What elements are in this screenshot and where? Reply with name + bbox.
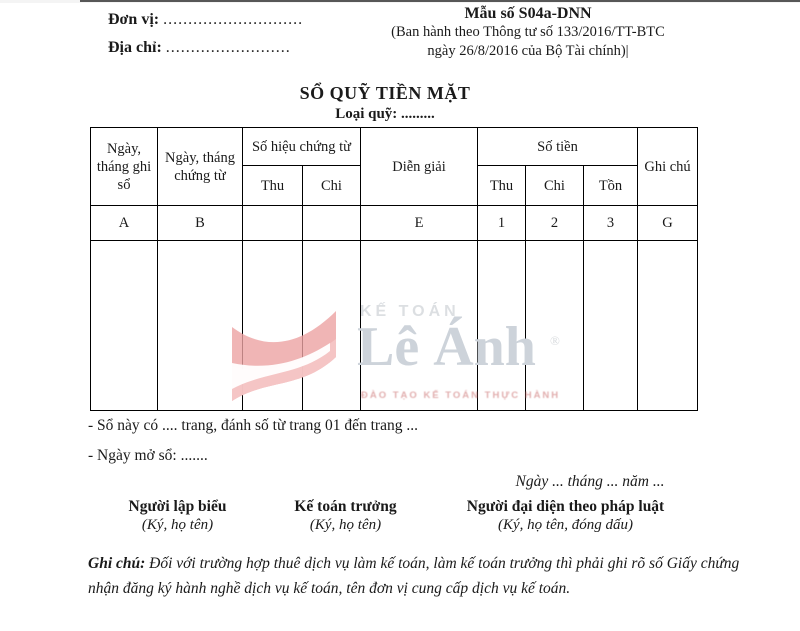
- col-header-note: Ghi chú: [638, 128, 698, 206]
- top-edge-line: [80, 0, 800, 2]
- footnote: [88, 551, 750, 601]
- open-date-line: - Ngày mở sổ: .......: [88, 447, 208, 464]
- signature-block-preparer: [95, 498, 260, 534]
- signature-subtitle: (Ký, họ tên, đóng dấu): [498, 517, 633, 533]
- letter-cell: E: [361, 206, 478, 241]
- signature-title: Kế toán trưởng: [294, 498, 397, 515]
- body-cell[interactable]: [303, 241, 361, 411]
- body-cell[interactable]: [243, 241, 303, 411]
- form-code: Mẫu số S04a-DNN: [464, 5, 592, 22]
- cash-book-table: [90, 127, 698, 411]
- letter-cell: 3: [584, 206, 638, 241]
- form-reference-block: [348, 5, 708, 61]
- letter-cell: [303, 206, 361, 241]
- body-cell[interactable]: [361, 241, 478, 411]
- col-header-amount-ton: Tồn: [584, 166, 638, 206]
- watermark-tagline: ĐÀO TẠO KẾ TOÁN THỰC HÀNH: [361, 390, 561, 401]
- unit-line: [108, 6, 303, 34]
- address-line: [108, 34, 303, 62]
- col-header-amount-chi: Chi: [526, 166, 584, 206]
- footnote-label: Ghi chú:: [88, 555, 146, 572]
- signature-block-chief-accountant: [263, 498, 428, 534]
- col-header-amount-group: Số tiền: [478, 128, 638, 166]
- document-title: SỔ QUỸ TIỀN MẶT: [299, 83, 471, 103]
- signature-date-line: Ngày ... tháng ... năm ...: [515, 473, 665, 490]
- col-header-voucher-group: Số hiệu chứng từ: [243, 128, 361, 166]
- form-issued-line1: (Ban hành theo Thông tư số 133/2016/TT-BTC: [391, 24, 665, 40]
- registered-mark-icon: ®: [550, 333, 560, 348]
- letter-cell: 2: [526, 206, 584, 241]
- watermark-brand-top: KẾ TOÁN: [360, 303, 460, 320]
- letter-cell: B: [158, 206, 243, 241]
- signature-title: Người đại diện theo pháp luật: [466, 498, 665, 515]
- letter-cell: A: [91, 206, 158, 241]
- footnote-text: Đối với trường hợp thuê dịch vụ làm kế toán, làm kế toán trưởng thì phải ghi rõ số Giấy chứng nhận đăng ký hành nghề dịch vụ kế toán, tên đơn vị cung cấp dịch vụ kế toán.: [88, 555, 740, 597]
- body-cell[interactable]: [478, 241, 526, 411]
- address-label: Địa chỉ:: [108, 39, 162, 56]
- col-header-date-voucher: Ngày, tháng chứng từ: [158, 128, 243, 206]
- org-header: [108, 6, 303, 62]
- address-blank-field[interactable]: .........................: [165, 39, 291, 56]
- form-issued-line2: [348, 42, 708, 61]
- col-header-voucher-thu: Thu: [243, 166, 303, 206]
- signature-block-legal-representative: [428, 498, 703, 534]
- letter-cell: 1: [478, 206, 526, 241]
- table-empty-body-row: [91, 241, 698, 411]
- signature-title: Người lập biểu: [128, 498, 227, 515]
- body-cell[interactable]: [91, 241, 158, 411]
- col-header-voucher-chi: Chi: [303, 166, 361, 206]
- unit-blank-field[interactable]: ............................: [163, 11, 304, 28]
- signature-subtitle: (Ký, họ tên): [309, 517, 382, 533]
- body-cell[interactable]: [526, 241, 584, 411]
- letter-cell: [243, 206, 303, 241]
- pages-count-line: - Sổ này có .... trang, đánh số từ trang 01 đến trang ...: [88, 417, 418, 434]
- fund-type-line[interactable]: Loại quỹ: .........: [335, 106, 435, 122]
- column-letter-row: [91, 206, 698, 241]
- body-cell[interactable]: [158, 241, 243, 411]
- unit-label: Đơn vị:: [108, 11, 160, 28]
- text-caret: |: [625, 43, 629, 59]
- form-issued-line2-text: ngày 26/8/2016 của Bộ Tài chính): [427, 43, 626, 59]
- col-header-date-entry: Ngày, tháng ghi sổ: [91, 128, 158, 206]
- body-cell[interactable]: [638, 241, 698, 411]
- body-cell[interactable]: [584, 241, 638, 411]
- col-header-description: Diễn giải: [361, 128, 478, 206]
- watermark-brand-name: Lê Ánh: [357, 316, 536, 378]
- letter-cell: G: [638, 206, 698, 241]
- col-header-amount-thu: Thu: [478, 166, 526, 206]
- signature-subtitle: (Ký, họ tên): [141, 517, 214, 533]
